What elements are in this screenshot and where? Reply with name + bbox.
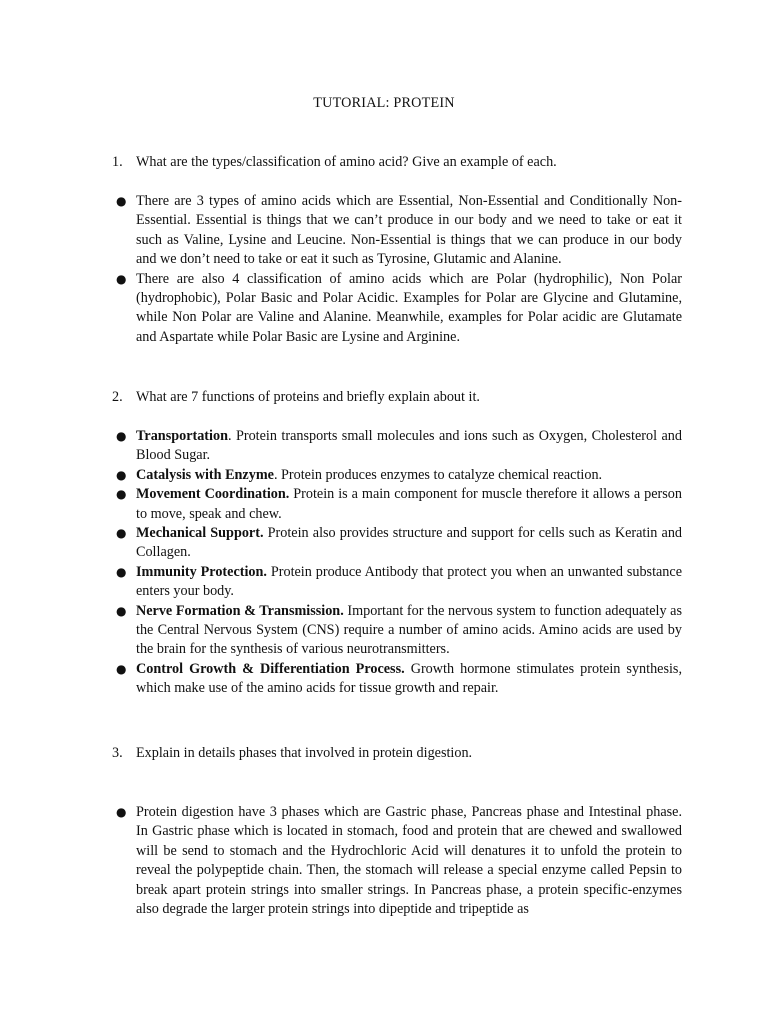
answer-1-list [112,192,682,347]
bullet-icon: ● [116,467,127,482]
bullet-icon: ● [116,429,127,443]
function-term: Nerve Formation & Transmission. [136,602,344,619]
function-text: . Protein transports small molecules and ions such as Oxygen, Cholesterol and Blood Sugar. [136,428,682,464]
function-term: Transportation [136,428,228,444]
bullet-icon: ● [116,564,127,579]
answer-text: Protein digestion have 3 phases which are Gastric phase, Pancreas phase and Intestinal phase. In Gastric phase which is located in stomach, food and protein that are chewed and swallowed will be send to stomach and the Hydrochloric Acid will denatures it to unfold the protein to reveal the polypeptide chain. Then, the stomach will release a special enzyme called Pepsin to break apart protein strings into smaller strings. In Pancreas phase, a protein specific-enzymes also degrade the larger protein strings into dipeptide and tripeptide as [136,804,682,918]
question-text: What are the types/classification of amino acid? Give an example of each. [136,154,557,170]
function-text: Protein also provides structure and support for cells such as Keratin and Collagen. [136,525,683,561]
list-item [112,427,682,466]
function-text: Growth hormone stimulates protein synthesis, which make use of the amino acids for tissue growth and repair. [136,660,682,697]
bullet-icon: ● [116,603,127,618]
function-term: Catalysis with Enzyme [136,466,274,483]
function-term: Control Growth & Differentiation Process. [136,660,405,677]
list-item [112,270,682,348]
answer-text: There are also 4 classification of amino acids which are Polar (hydrophilic), Non Polar (hydrophobic), Polar Basic and Polar Acidic. Examples for Polar are Glycine and Glutamine, while Non Polar are Valine and Alanine. Meanwhile, examples for Polar acidic are Glutamate and Aspartate while Polar Basic are Lysine and Arginine. [136,270,682,345]
question-text: What are 7 functions of proteins and briefly explain about it. [136,389,480,405]
bullet-icon: ● [116,805,127,819]
list-item [112,466,682,485]
answer-text: There are 3 types of amino acids which are Essential, Non-Essential and Conditionally Non-Essential. Essential is things that we can’t produce in our body and we need to take or eat it such as Valine, Lysine and Leucine. Non-Essential is things that we can produce in our body and we don’t need to take or eat it such as Tyrosine, Glutamic and Alanine. [136,193,682,268]
function-text: Protein is a main component for muscle therefore it allows a person to move, speak and chew. [136,486,682,522]
bullet-icon: ● [116,526,127,541]
list-item [112,803,682,919]
list-item [112,524,682,563]
question-number: 3. [112,745,123,761]
function-term: Immunity Protection. [136,563,267,580]
question-number: 1. [112,154,123,170]
list-item [112,563,682,602]
question-number: 2. [112,389,123,405]
question-text: Explain in details phases that involved in protein digestion. [136,745,473,761]
list-item [112,602,682,660]
functions-list [112,427,682,699]
list-item [112,485,682,524]
bullet-icon: ● [116,661,127,676]
answer-3-list [112,803,682,919]
bullet-icon: ● [116,487,127,502]
function-text: Protein produce Antibody that protect you when an unwanted substance enters your body. [136,563,682,600]
list-item [112,660,682,699]
function-text: . Protein produces enzymes to catalyze chemical reaction. [273,466,603,483]
bullet-icon: ● [116,271,127,286]
function-term: Mechanical Support. [136,525,264,542]
function-term: Movement Coordination. [136,486,290,503]
list-item [112,192,682,270]
bullet-icon: ● [116,194,127,208]
document-title: TUTORIAL: PROTEIN [313,95,455,111]
function-text: Important for the nervous system to function adequately as the Central Nervous System (CNS) require a number of amino acids. Amino acids are used by the brain for the synthesis of various neurotransmitters. [136,602,683,658]
